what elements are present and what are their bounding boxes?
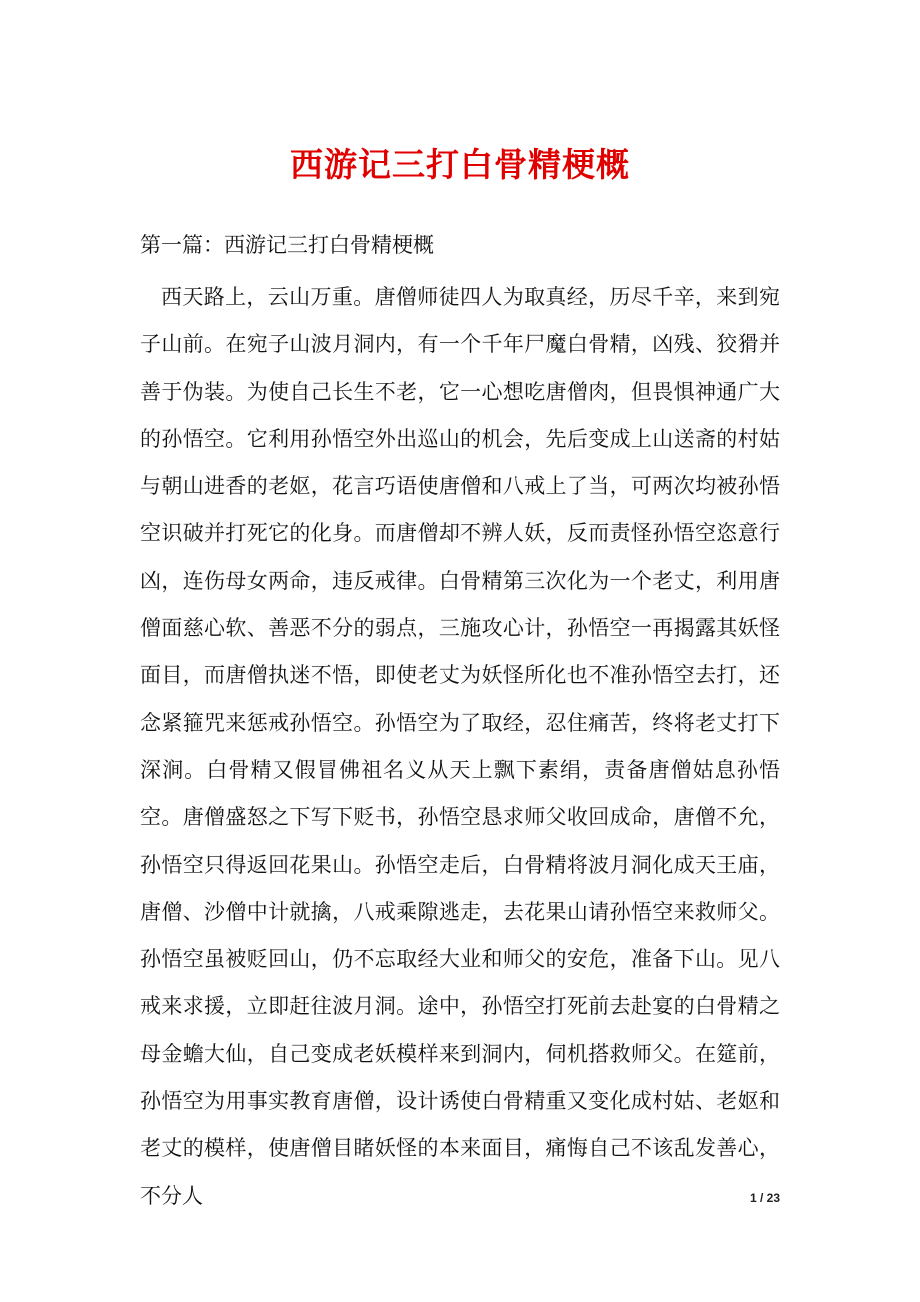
body-paragraph: 西天路上，云山万重。唐僧师徒四人为取真经，历尽千辛，来到宛子山前。在宛子山波月洞内，有一个千年尸魔白骨精，凶残、狡猾并善于伪装。为使自己长生不老，它一心想吃唐僧肉，但畏惧神通广大的孙悟空。它利用孙悟空外出巡山的机会，先后变成上山送斋的村姑与朝山进香的老妪，花言巧语使唐僧和八戒上了当，可两次均被孙悟空识破并打死它的化身。而唐僧却不辨人妖，反而责怪孙悟空恣意行凶，连伤母女两命，违反戒律。白骨精第三次化为一个老丈，利用唐僧面慈心软、善恶不分的弱点，三施攻心计，孙悟空一再揭露其妖怪面目，而唐僧执迷不悟，即使老丈为妖怪所化也不准孙悟空去打，还念紧箍咒来惩戒孙悟空。孙悟空为了取经，忍住痛苦，终将老丈打下深涧。白骨精又假冒佛祖名义从天上飘下素绢，责备唐僧姑息孙悟空。唐僧盛怒之下写下贬书，孙悟空恳求师父收回成命，唐僧不允，孙悟空只得返回花果山。孙悟空走后，白骨精将波月洞化成天王庙，唐僧、沙僧中计就擒，八戒乘隙逃走，去花果山请孙悟空来救师父。孙悟空虽被贬回山，仍不忘取经大业和师父的安危，准备下山。见八戒来求援，立即赶往波月洞。途中，孙悟空打死前去赴宴的白骨精之母金蟾大仙，自己变成老妖模样来到洞内，伺机搭救师父。在筵前，孙悟空为用事实教育唐僧，设计诱使白骨精重又变化成村姑、老妪和老丈的模样，使唐僧目睹妖怪的本来面目，痛悔自己不该乱发善心，不分人 bbox=[140, 285, 780, 1208]
page-number: 1 / 23 bbox=[749, 1191, 780, 1205]
section-heading: 第一篇：西游记三打白骨精梗概 bbox=[140, 233, 434, 257]
document-title: 西游记三打白骨精梗概 bbox=[290, 145, 630, 184]
